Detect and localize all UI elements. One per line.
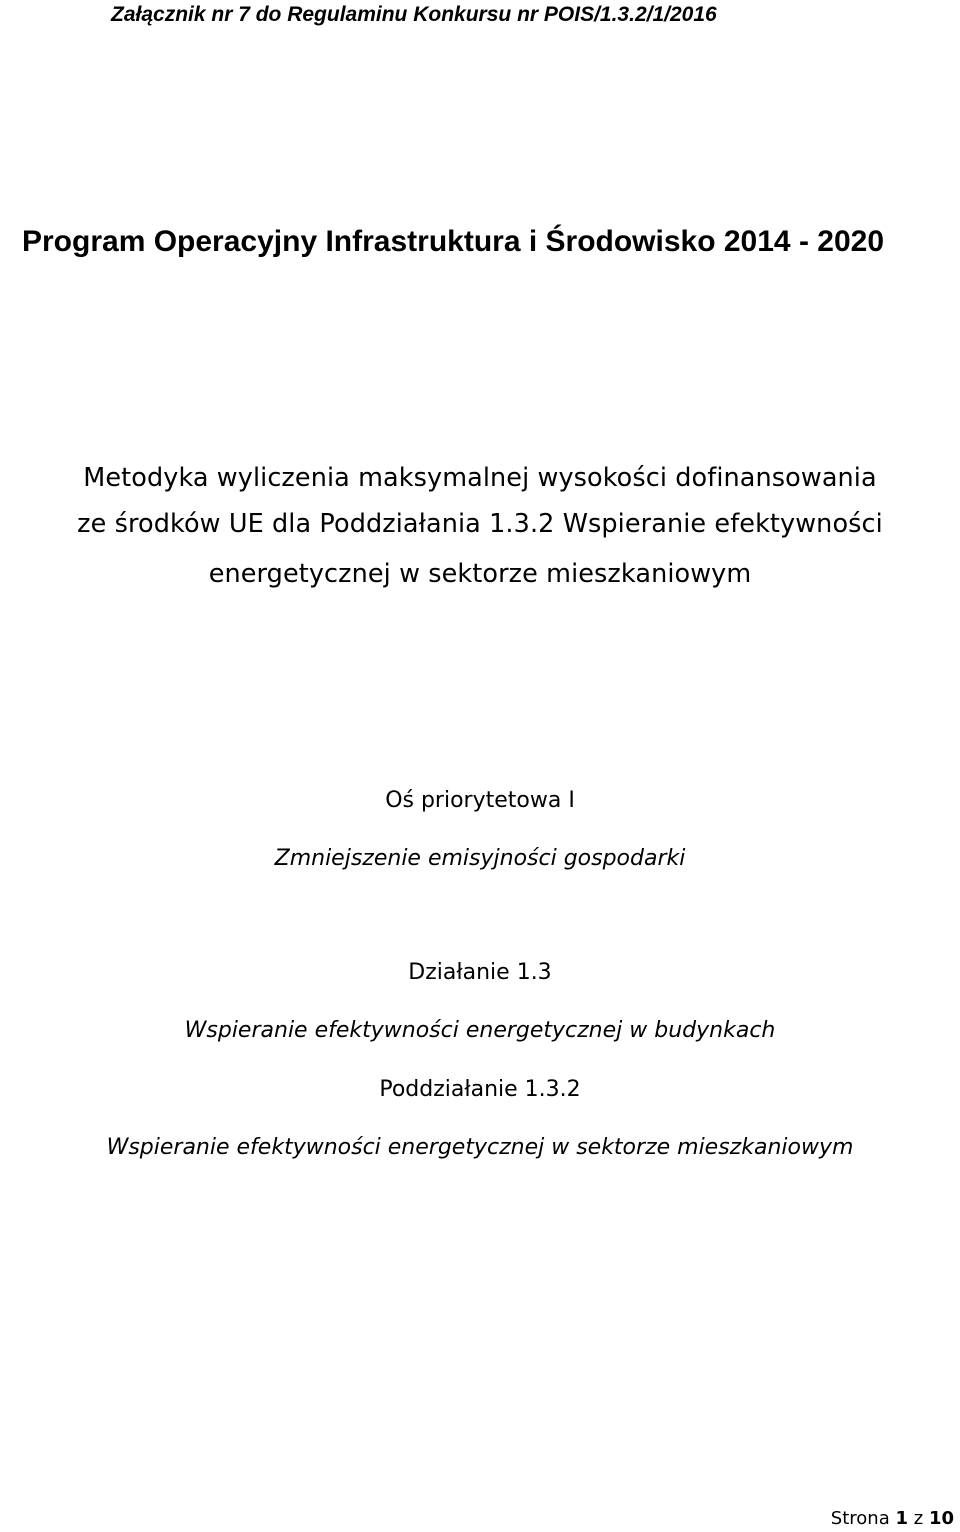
action-label: Działanie 1.3 — [408, 960, 552, 985]
page-word: Strona — [830, 1508, 890, 1529]
action-name: Wspieranie efektywności energetycznej w budynkach — [184, 1018, 776, 1043]
total-pages-number: 10 — [928, 1508, 954, 1529]
subaction-name: Wspieranie efektywności energetycznej w sektorze mieszkaniowym — [106, 1135, 854, 1160]
program-title: Program Operacyjny Infrastruktura i Środowisko 2014 - 2020 — [22, 225, 885, 258]
of-word: z — [913, 1508, 924, 1529]
current-page-number: 1 — [895, 1508, 909, 1529]
subaction-label: Poddziałanie 1.3.2 — [379, 1077, 581, 1102]
priority-axis-label: Oś priorytetowa I — [385, 788, 575, 813]
document-annex-header: Załącznik nr 7 do Regulaminu Konkursu nr POIS/1.3.2/1/2016 — [111, 3, 717, 26]
document-title-line-2: ze środków UE dla Poddziałania 1.3.2 Wspieranie efektywności — [77, 509, 883, 539]
document-title-line-3: energetycznej w sektorze mieszkaniowym — [208, 559, 752, 589]
page-number-footer — [831, 1506, 954, 1532]
document-title-line-1: Metodyka wyliczenia maksymalnej wysokości dofinansowania — [83, 463, 877, 493]
priority-axis-name: Zmniejszenie emisyjności gospodarki — [274, 846, 686, 871]
